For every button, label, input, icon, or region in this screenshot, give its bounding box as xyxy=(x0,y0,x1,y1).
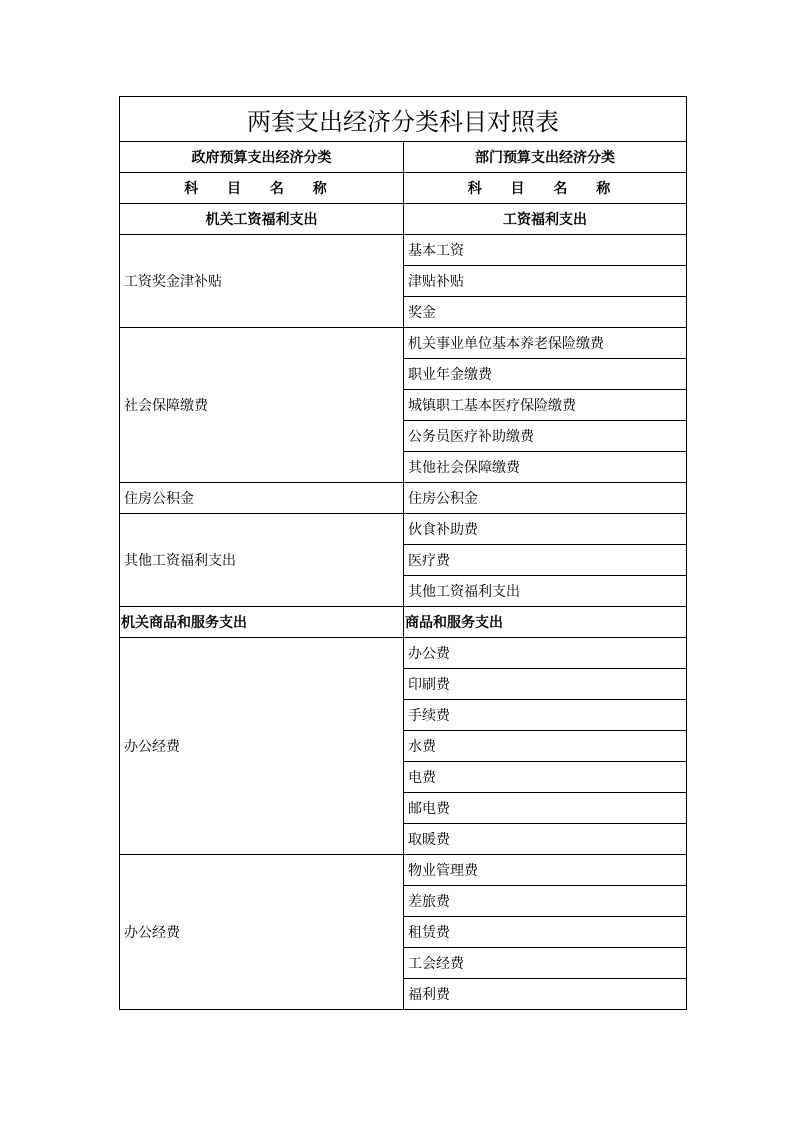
table-title: 两套支出经济分类科目对照表 xyxy=(120,97,687,142)
dept-item-cell: 住房公积金 xyxy=(404,483,687,514)
comparison-table xyxy=(119,96,687,1010)
dept-item-cell: 工会经费 xyxy=(404,948,687,979)
gov-item-cell: 办公经费 xyxy=(120,855,404,1010)
gov-item-cell: 住房公积金 xyxy=(120,483,404,514)
dept-item-cell: 物业管理费 xyxy=(404,855,687,886)
section1-dept-heading: 工资福利支出 xyxy=(404,204,687,235)
section1-gov-heading: 机关工资福利支出 xyxy=(120,204,404,235)
dept-item-cell: 公务员医疗补助缴费 xyxy=(404,421,687,452)
dept-item-cell: 基本工资 xyxy=(404,235,687,266)
dept-item-cell: 奖金 xyxy=(404,297,687,328)
gov-item-cell: 工资奖金津补贴 xyxy=(120,235,404,328)
dept-item-cell: 城镇职工基本医疗保险缴费 xyxy=(404,390,687,421)
dept-item-cell: 福利费 xyxy=(404,979,687,1010)
header-dept-classification: 部门预算支出经济分类 xyxy=(404,142,687,173)
gov-item-cell: 社会保障缴费 xyxy=(120,328,404,483)
gov-item-cell: 其他工资福利支出 xyxy=(120,514,404,607)
dept-item-cell: 其他社会保障缴费 xyxy=(404,452,687,483)
dept-item-cell: 租赁费 xyxy=(404,917,687,948)
dept-item-cell: 机关事业单位基本养老保险缴费 xyxy=(404,328,687,359)
dept-item-cell: 伙食补助费 xyxy=(404,514,687,545)
dept-item-cell: 邮电费 xyxy=(404,793,687,824)
dept-item-cell: 职业年金缴费 xyxy=(404,359,687,390)
dept-item-cell: 印刷费 xyxy=(404,669,687,700)
dept-item-cell: 取暖费 xyxy=(404,824,687,855)
dept-item-cell: 其他工资福利支出 xyxy=(404,576,687,607)
gov-item-cell: 办公经费 xyxy=(120,638,404,855)
header-name-right: 科 目 名 称 xyxy=(404,173,687,204)
dept-item-cell: 电费 xyxy=(404,762,687,793)
dept-item-cell: 津贴补贴 xyxy=(404,266,687,297)
dept-item-cell: 手续费 xyxy=(404,700,687,731)
section2-dept-heading: 商品和服务支出 xyxy=(404,607,687,638)
section2-gov-heading: 机关商品和服务支出 xyxy=(120,607,404,638)
dept-item-cell: 医疗费 xyxy=(404,545,687,576)
dept-item-cell: 水费 xyxy=(404,731,687,762)
header-name-left: 科 目 名 称 xyxy=(120,173,404,204)
dept-item-cell: 差旅费 xyxy=(404,886,687,917)
dept-item-cell: 办公费 xyxy=(404,638,687,669)
header-gov-classification: 政府预算支出经济分类 xyxy=(120,142,404,173)
